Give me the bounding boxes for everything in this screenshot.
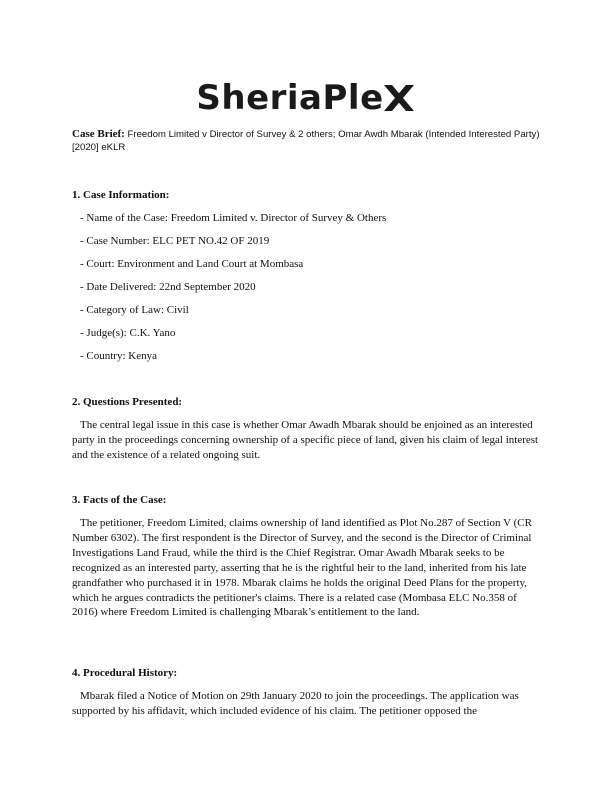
section-heading-facts: 3. Facts of the Case: xyxy=(72,494,167,506)
list-item: - Date Delivered: 22nd September 2020 xyxy=(80,281,256,293)
sheriaplex-logo xyxy=(0,78,612,118)
section-heading-procedural-history: 4. Procedural History: xyxy=(72,667,178,679)
section-heading-questions-presented: 2. Questions Presented: xyxy=(72,396,183,408)
questions-presented-text: The central legal issue in this case is whether Omar Awadh Mbarak should be enjoined as an interested party in the proceedings concerning ownership of a specific piece of land, given his claim of legal interest and the existence of a related ongoing suit. xyxy=(72,419,539,461)
logo-text: SheriaPle xyxy=(196,78,384,118)
procedural-history-text: Mbarak filed a Notice of Motion on 29th January 2020 to join the proceedings. The application was supported by his affidavit, which included evidence of his claim. The petitioner opposed the xyxy=(72,690,519,717)
list-item: - Judge(s): C.K. Yano xyxy=(80,327,176,339)
section-heading-case-information: 1. Case Information: xyxy=(72,189,170,201)
list-item: - Court: Environment and Land Court at Mombasa xyxy=(80,258,304,270)
case-brief-title xyxy=(72,128,544,154)
list-item: - Country: Kenya xyxy=(80,350,157,362)
list-item: - Case Number: ELC PET NO.42 OF 2019 xyxy=(80,235,270,247)
case-information-list xyxy=(80,212,386,373)
facts-text: The petitioner, Freedom Limited, claims ownership of land identified as Plot No.287 of Section V (CR Number 6302). The first respondent is the Director of Survey, and the second is the Director of Criminal Investigations Land Fraud, while the third is the Chief Registrar. Omar Awadh Mbarak seeks to be recognized as an interested party, asserting that he is the rightful heir to the land, inherited from his late grandfather who purchased it in 1978. Mbarak claims he holds the original Deed Plans for the property, which he argues contradicts the petitioner's claims. There is a related case (Mombasa ELC No.358 of 2016) where Freedom Limited is challenging Mbarak’s entitlement to the land. xyxy=(72,517,532,619)
logo-x-mark-icon xyxy=(382,81,416,115)
list-item: - Category of Law: Civil xyxy=(80,304,189,316)
case-brief-label: Case Brief: xyxy=(72,128,125,140)
list-item: - Name of the Case: Freedom Limited v. Director of Survey & Others xyxy=(80,212,387,224)
case-brief-text: Freedom Limited v Director of Survey & 2 others; Omar Awdh Mbarak (Intended Interested Party) [2020] eKLR xyxy=(72,129,540,153)
